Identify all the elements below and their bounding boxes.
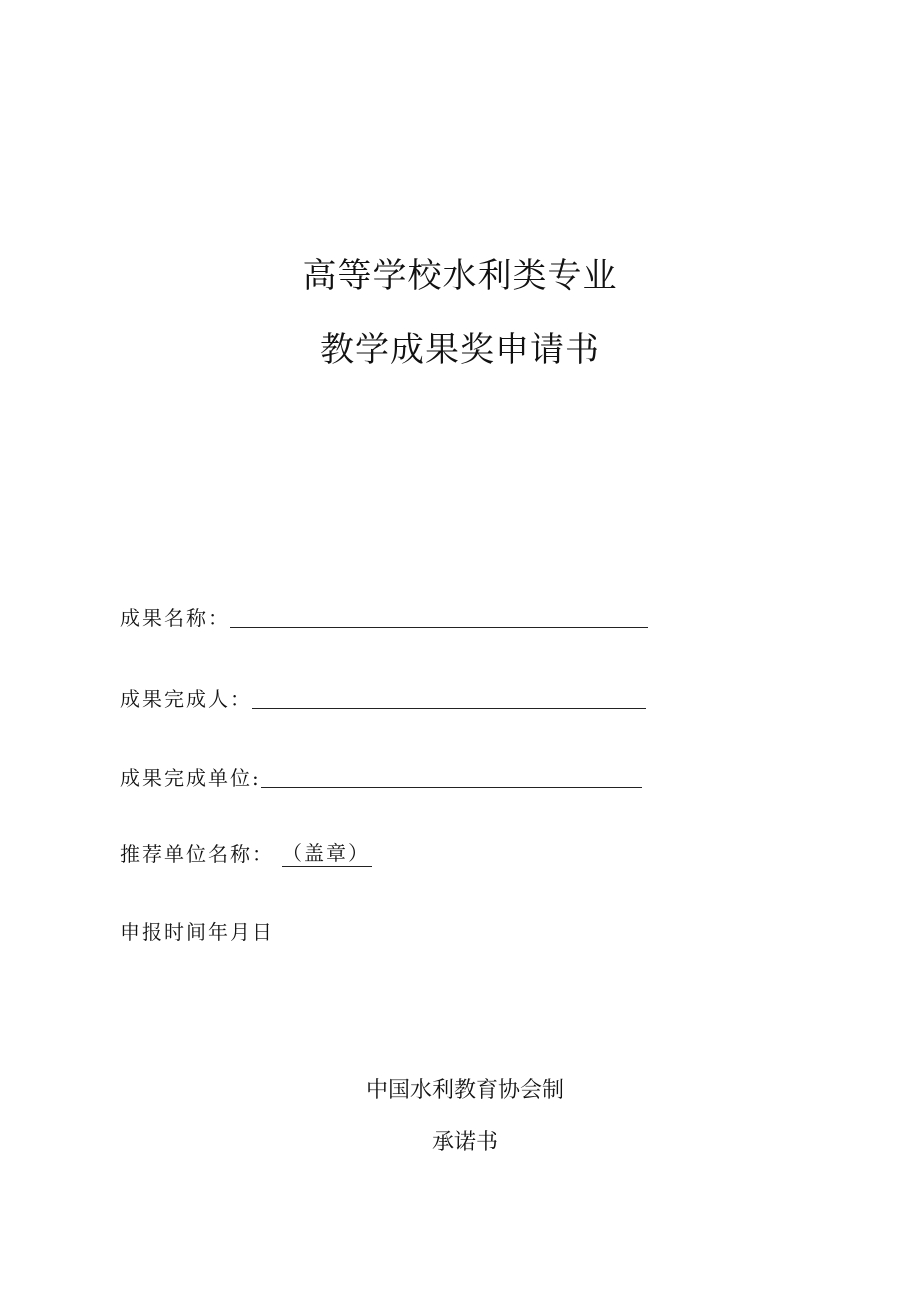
declaration-date-line: 申报时间年月日 xyxy=(120,920,274,944)
achievement-completer-field xyxy=(120,682,646,712)
commitment-heading: 承诺书 xyxy=(431,1130,498,1155)
achievement-completer-blank-line[interactable] xyxy=(252,688,646,709)
achievement-completer-label: 成果完成人： xyxy=(120,687,252,711)
achievement-unit-field xyxy=(120,761,642,791)
document-title-line-2: 教学成果奖申请书 xyxy=(320,330,600,370)
recommend-unit-stamp-note: （盖章） xyxy=(282,841,370,865)
recommend-unit-label: 推荐单位名称： xyxy=(120,842,274,866)
achievement-name-blank-line[interactable] xyxy=(230,607,648,628)
achievement-unit-blank-line[interactable] xyxy=(261,767,642,788)
issuer-organization: 中国水利教育协会制 xyxy=(365,1078,564,1103)
achievement-name-label: 成果名称： xyxy=(120,606,230,630)
achievement-unit-label: 成果完成单位: xyxy=(120,766,261,790)
achievement-name-field xyxy=(120,601,648,631)
document-title-line-1: 高等学校水利类专业 xyxy=(302,256,618,296)
recommend-unit-field xyxy=(120,837,372,867)
